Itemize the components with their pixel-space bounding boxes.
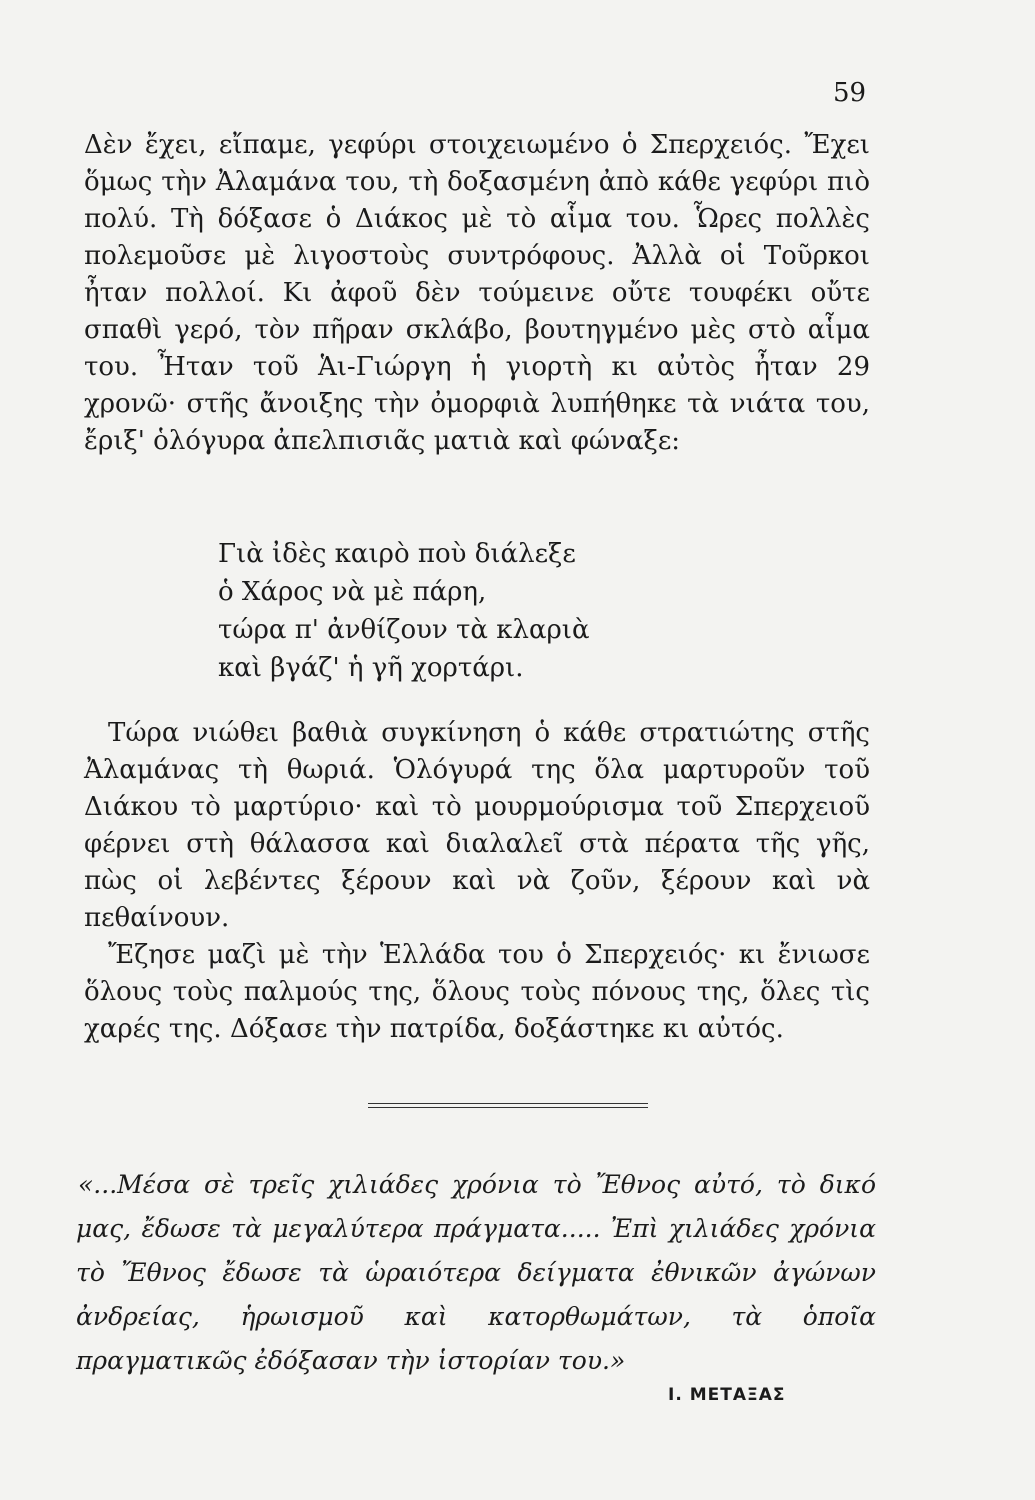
quote-text: «...Μέσα σὲ τρεῖς χιλιάδες χρόνια τὸ Ἔθνος αὐτό, τὸ δικό μας, ἔδωσε τὰ μεγαλύτερα πράγματα..... Ἐπὶ χιλιάδες χρόνια τὸ Ἔθνος ἔδωσε τὰ ὡραιότερα δείγματα ἐθνικῶν ἀγώνων ἀνδρείας, ἡρωισμοῦ καὶ κατορθωμάτων, τὰ ὁποῖα πραγματικῶς ἐδόξασαν τὴν ἱστορίαν του.» [76, 1170, 876, 1375]
page-number: 59 [833, 78, 867, 108]
verse-line: καὶ βγάζ' ἡ γῆ χορτάρι. [218, 653, 524, 683]
paragraph-diakos [84, 127, 870, 460]
verse-line: τώρα π' ἀνθίζουν τὰ κλαριὰ [218, 615, 590, 645]
paragraph-alamana [84, 715, 870, 1048]
paragraph-text: Δὲν ἔχει, εἴπαμε, γεφύρι στοιχειωμένο ὁ Σπερχειός. Ἔχει ὅμως τὴν Ἀλαμάνα του, τὴ δοξασμένη ἀπὸ κάθε γεφύρι πιὸ πολύ. Τὴ δόξασε ὁ Διάκος μὲ τὸ αἷμα του. Ὧρες πολλὲς πολεμοῦσε μὲ λιγοστοὺς συντρόφους. Ἀλλὰ οἱ Τοῦρκοι ἦταν πολλοί. Κι ἀφοῦ δὲν τούμεινε οὔτε τουφέκι οὔτε σπαθὶ γερό, τὸν πῆραν σκλάβο, βουτηγμένο μὲς στὸ αἷμα του. Ἦταν τοῦ Ἁι-Γιώργη ἡ γιορτὴ κι αὐτὸς ἦταν 29 χρονῶ· στῆς ἄνοιξης τὴν ὀμορφιὰ λυπήθηκε τὰ νιάτα του, ἔριξ' ὁλόγυρα ἀπελπισιᾶς ματιὰ καὶ φώναξε: [84, 130, 870, 456]
paragraph-text: Τώρα νιώθει βαθιὰ συγκίνηση ὁ κάθε στρατιώτης στῆς Ἀλαμάνας τὴ θωριά. Ὁλόγυρά της ὅλα μαρτυροῦν τοῦ Διάκου τὸ μαρτύριο· καὶ τὸ μουρμούρισμα τοῦ Σπερχειοῦ φέρνει στὴ θάλασσα καὶ διαλαλεῖ στὰ πέρατα τῆς γῆς, πὼς οἱ λεβέντες ξέρουν καὶ νὰ ζοῦν, ξέρουν καὶ νὰ πεθαίνουν. [84, 718, 870, 933]
paragraph-text: Ἔζησε μαζὶ μὲ τὴν Ἑλλάδα του ὁ Σπερχειός· κι ἔνιωσε ὅλους τοὺς παλμούς της, ὅλους τοὺς πόνους της, ὅλες τὶς χαρές της. Δόξασε τὴν πατρίδα, δοξάστηκε κι αὐτός. [84, 940, 870, 1044]
section-divider [368, 1103, 648, 1108]
folk-verse [218, 535, 718, 687]
quote-signature: Ι. ΜΕΤΑΞΑΣ [668, 1385, 786, 1405]
verse-line: ὁ Χάρος νὰ μὲ πάρη, [218, 577, 487, 607]
verse-line: Γιὰ ἰδὲς καιρὸ ποὺ διάλεξε [218, 539, 576, 569]
metaxas-quote [76, 1163, 876, 1383]
